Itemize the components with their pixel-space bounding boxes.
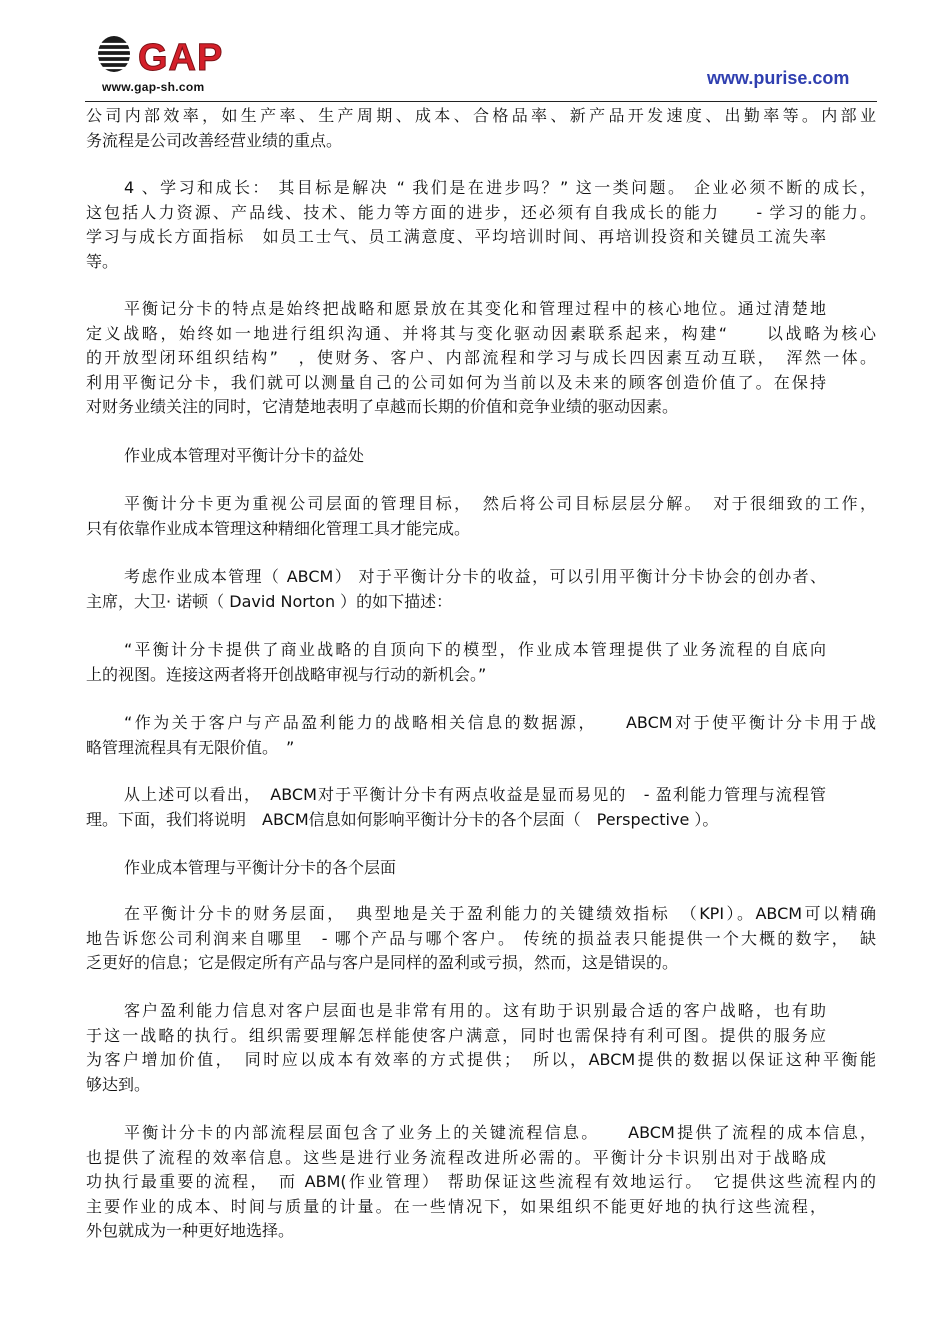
gap-logo-graphic [92, 30, 252, 82]
globe-icon [98, 36, 130, 72]
text-line: 考虑作业成本管理（ ABCM） 对于平衡计分卡的收益，可以引用平衡计分卡协会的创办者、 [124, 567, 826, 586]
paragraph-4 [86, 492, 876, 541]
paragraph-5 [86, 565, 876, 614]
heading-text: 作业成本管理对平衡计分卡的益处 [124, 446, 365, 465]
text-line: 务流程是公司改善经营业绩的重点。 [86, 130, 343, 150]
paragraph-9 [86, 1121, 876, 1244]
text-line: 外包就成为一种更好地选择。 [86, 1221, 295, 1240]
svg-text:GAP: GAP [138, 37, 224, 79]
text-line: 对财务业绩关注的同时，它清楚地表明了卓越而长期的价值和竞争业绩的驱动因素。 [86, 397, 679, 416]
text-line: 功执行最重要的流程， 而 ABM(作业管理） 帮助保证这些流程有效地运行。 它提供这些流程内的 [86, 1172, 876, 1191]
text-line: “平衡计分卡提供了商业战略的自顶向下的模型，作业成本管理提供了业务流程的自底向 [124, 640, 826, 659]
text-line: 够达到。 [86, 1074, 151, 1094]
paragraph-1 [86, 104, 876, 153]
text-line: 4 、学习和成长： 其目标是解决 “ 我们是在进步吗？” 这一类问题。 企业必须不断的成长， [124, 178, 876, 197]
text-line: 主要作业的成本、时间与质量的计量。在一些情况下，如果组织不能更好地的执行这些流程， [86, 1196, 826, 1216]
text-line: 的开放型闭环组织结构” ，使财务、客户、内部流程和学习与成长四因素互动互联， 浑然一体。 [86, 348, 876, 367]
text-line: 理。下面，我们将说明 ABCM信息如何影响平衡计分卡的各个层面（ Perspective ）。 [86, 809, 719, 829]
section-heading [86, 444, 876, 469]
text-line: “作为关于客户与产品盈利能力的战略相关信息的数据源， ABCM对于使平衡计分卡用于战 [124, 713, 876, 732]
paragraph-7 [86, 902, 876, 976]
page-header [0, 0, 950, 105]
paragraph-6 [86, 783, 876, 832]
text-line: 主席，大卫· 诺顿（ David Norton ）的如下描述： [86, 591, 453, 611]
text-line: 上的视图。连接这两者将开创战略审视与行动的新机会。” [86, 664, 487, 684]
gap-logo [92, 30, 252, 98]
text-line: 乏更好的信息；它是假定所有产品与客户是同样的盈利或亏损，然而，这是错误的。 [86, 953, 679, 972]
text-line: 地告诉您公司利润来自哪里 - 哪个产品与哪个客户。 传统的损益表只能提供一个大概的数字， 缺 [86, 928, 876, 948]
text-line: 略管理流程具有无限价值。 ” [86, 737, 295, 757]
section-heading [86, 856, 876, 881]
text-line: 在平衡计分卡的财务层面， 典型地是关于盈利能力的关键绩效指标 （KPI）。ABCM可以精确 [124, 904, 876, 923]
text-line: 为客户增加价值， 同时应以成本有效率的方式提供； 所以，ABCM提供的数据以保证这种平衡能 [86, 1050, 876, 1069]
text-line: 学习与成长方面指标 如员工士气、员工满意度、平均培训时间、再培训投资和关键员工流失率 [86, 227, 826, 246]
text-line: 平衡计分卡的内部流程层面包含了业务上的关键流程信息。 ABCM提供了流程的成本信息， [124, 1123, 876, 1142]
text-line: 平衡记分卡的特点是始终把战略和愿景放在其变化和管理过程中的核心地位。通过清楚地 [124, 299, 826, 318]
text-line: 平衡计分卡更为重视公司层面的管理目标， 然后将公司目标层层分解。 对于很细致的工作， [124, 494, 876, 513]
header-divider [85, 101, 877, 102]
text-line: 也提供了流程的效率信息。这些是进行业务流程改进所必需的。平衡计分卡识别出对于战略成 [86, 1147, 826, 1167]
site-url-link[interactable]: www.purise.com [707, 68, 850, 88]
gap-wordmark [138, 37, 223, 79]
text-line: 于这一战略的执行。组织需要理解怎样能使客户满意，同时也需保持有利可图。提供的服务应 [86, 1025, 826, 1045]
quote-1 [86, 638, 876, 687]
text-line: 只有依靠作业成本管理这种精细化管理工具才能完成。 [86, 518, 471, 538]
text-line: 这包括人力资源、产品线、技术、能力等方面的进步，还必须有自我成长的能力 - 学习的能力。 [86, 202, 876, 222]
heading-text: 作业成本管理与平衡计分卡的各个层面 [124, 858, 397, 877]
text-line: 定义战略，始终如一地进行组织沟通、并将其与变化驱动因素联系起来，构建“ 以战略为核心 [86, 323, 876, 343]
logo-url-text[interactable]: www.gap-sh.com [102, 80, 205, 94]
text-line: 客户盈利能力信息对客户层面也是非常有用的。这有助于识别最合适的客户战略，也有助 [124, 1001, 826, 1020]
text-line: 从上述可以看出， ABCM对于平衡计分卡有两点收益是显而易见的 - 盈利能力管理与流程管 [124, 785, 826, 804]
text-line: 利用平衡记分卡，我们就可以测量自己的公司如何为当前以及未来的顾客创造价值了。在保持 [86, 372, 826, 392]
paragraph-3 [86, 297, 876, 420]
quote-2 [86, 711, 876, 760]
paragraph-8 [86, 999, 876, 1097]
text-line: 等。 [86, 251, 119, 271]
paragraph-2 [86, 176, 876, 274]
text-line: 公司内部效率，如生产率、生产周期、成本、合格品率、新产品开发速度、出勤率等。内部业 [86, 106, 876, 125]
